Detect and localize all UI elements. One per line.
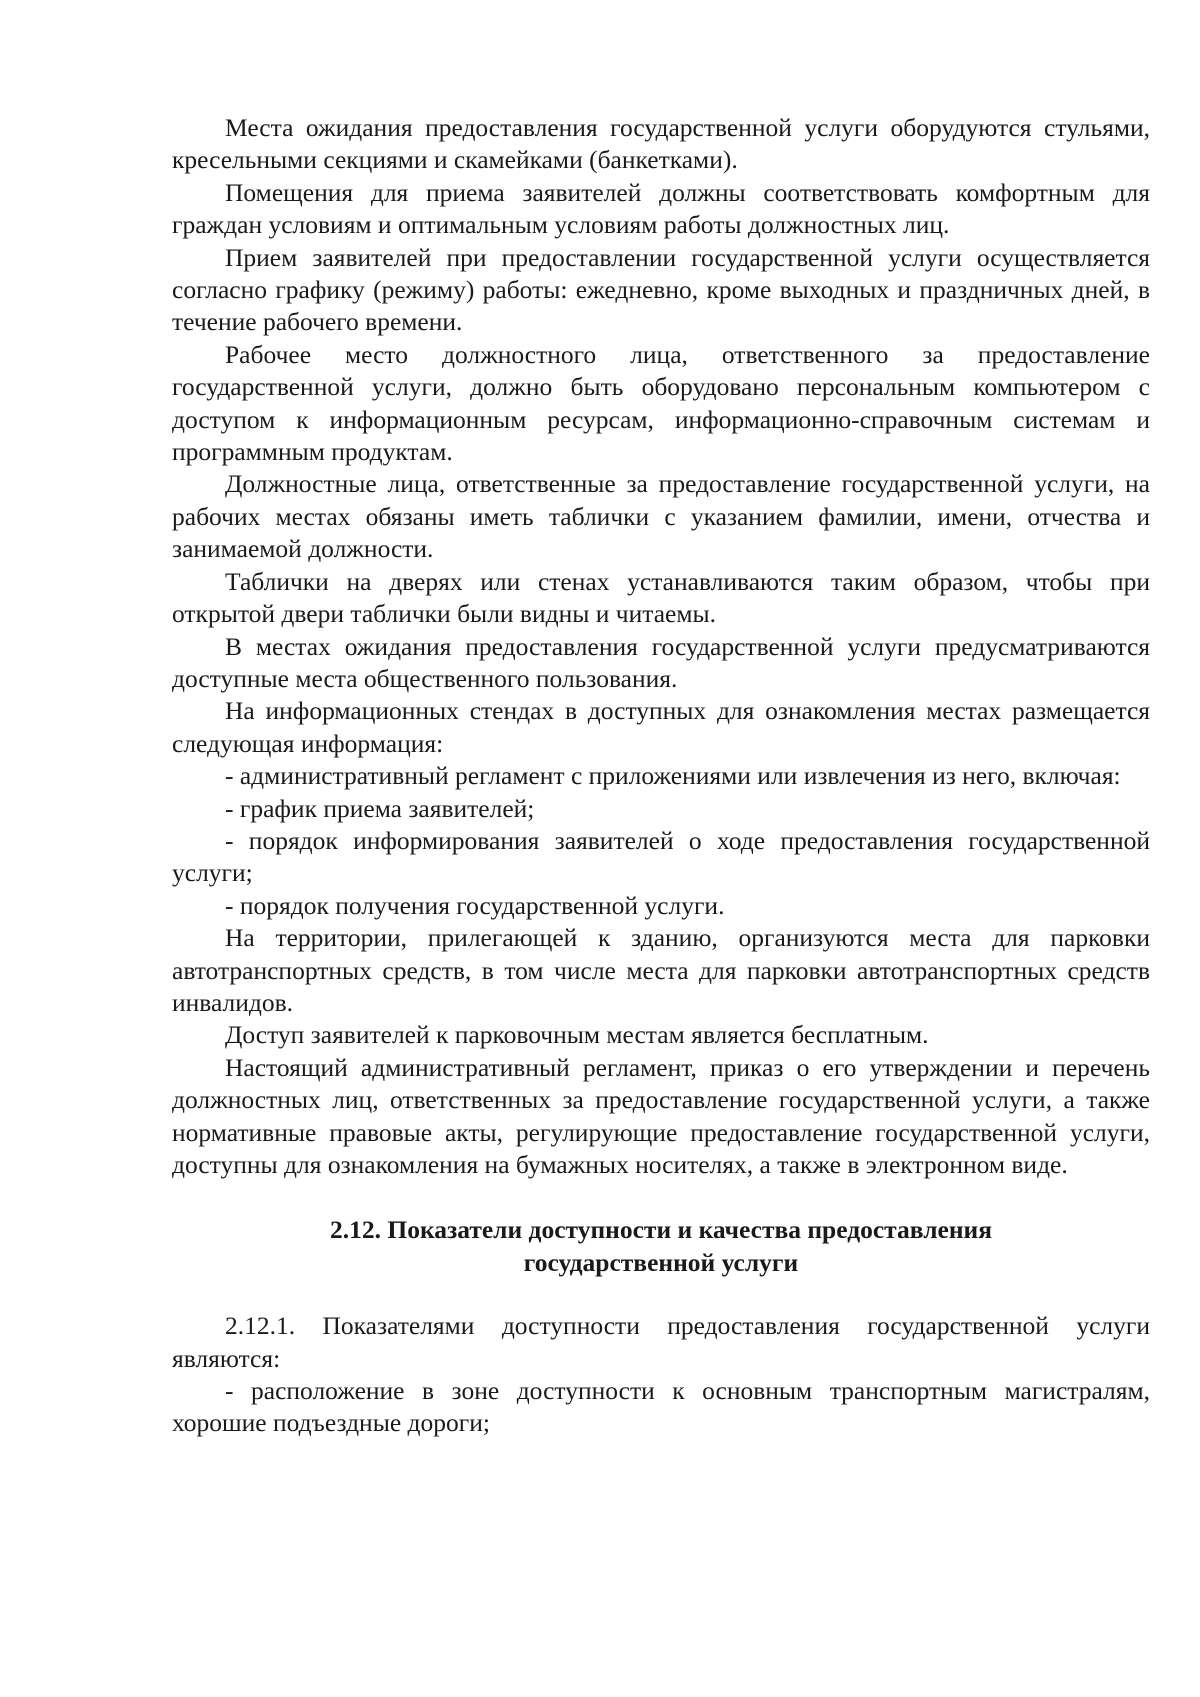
list-item-schedule: - график приема заявителей; [225, 793, 535, 823]
paragraph-officials-nameplates: Должностные лица, ответственные за предоставление государственной услуги, на рабочих местах обязаны иметь таблички с указанием фамилии, имени, отчества и занимаемой должности. [172, 469, 1150, 564]
paragraph-parking: На территории, прилегающей к зданию, организуются места для парковки автотранспортных средств, в том числе места для парковки автотранспортных средств инвалидов. [172, 923, 1150, 1017]
list-item-location: - расположение в зоне доступности к основным транспортным магистралям, хорошие подъездные дороги; [172, 1376, 1150, 1438]
paragraph-regulation-availability: Настоящий административный регламент, приказ о его утверждении и перечень должностных лиц, ответственных за предоставление государственной услуги, а также нормативные правовые акты, регулирующие предоставление государственной услуги, доступны для ознакомления на бумажных носителях, а также в электронном виде. [172, 1052, 1150, 1179]
section-heading-line-1: 2.12. Показатели доступности и качества предоставления [329, 1215, 993, 1245]
paragraph-accessibility-indicators: 2.12.1. Показателями доступности предоставления государственной услуги являются: [172, 1311, 1150, 1373]
paragraph-parking-free: Доступ заявителей к парковочным местам является бесплатным. [225, 1020, 929, 1050]
paragraph-reception-rooms: Помещения для приема заявителей должны соответствовать комфортным для граждан условиям и оптимальным условиям работы должностных лиц. [172, 177, 1150, 240]
document-body [172, 112, 1150, 1440]
paragraph-workplace: Рабочее место должностного лица, ответственного за предоставление государственной услуги, должно быть оборудовано персональным компьютером с доступом к информационным ресурсам, информационно-справочным системам и программным продуктам. [172, 339, 1150, 467]
section-heading-line-2: государственной услуги [523, 1247, 799, 1277]
list-item-regulation: - административный регламент с приложениями или извлечения из него, включая: [225, 761, 1121, 791]
paragraph-reception-schedule: Прием заявителей при предоставлении государственной услуги осуществляется согласно графику (режиму) работы: ежедневно, кроме выходных и праздничных дней, в течение рабочего времени. [172, 242, 1150, 337]
paragraph-nameplates-placement: Таблички на дверях или стенах устанавливаются таким образом, чтобы при открытой двери таблички были видны и читаемы. [172, 566, 1150, 629]
section-heading [172, 1214, 1150, 1279]
list-item-informing-procedure: - порядок информирования заявителей о ходе предоставления государственной услуги; [172, 825, 1150, 888]
paragraph-waiting-places: Места ожидания предоставления государственной услуги оборудуются стульями, кресельными секциями и скамейками (банкетками). [172, 113, 1150, 175]
paragraph-public-places: В местах ожидания предоставления государственной услуги предусматриваются доступные места общественного пользования. [172, 631, 1150, 693]
paragraph-info-stands: На информационных стендах в доступных для ознакомления местах размещается следующая информация: [172, 696, 1150, 758]
list-item-obtaining-procedure: - порядок получения государственной услуги. [225, 890, 725, 920]
